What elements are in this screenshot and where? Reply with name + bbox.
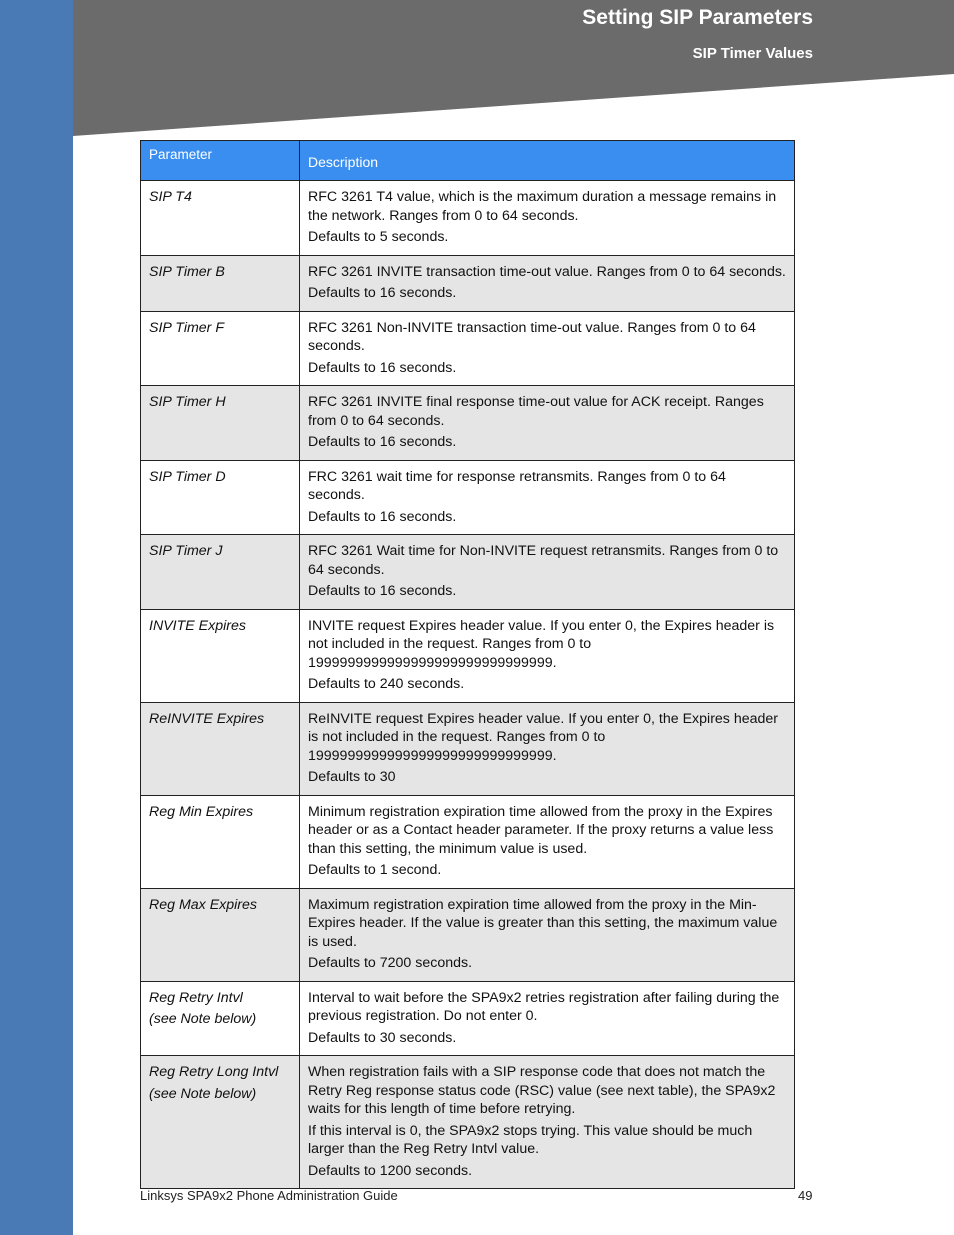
parameter-cell [141,460,300,535]
parameter-cell [141,702,300,795]
description-paragraph: RFC 3261 INVITE final response time-out value for ACK receipt. Ranges from 0 to 64 seconds. [308,394,764,429]
parameter-name: SIP Timer J [149,543,223,559]
parameter-cell [141,609,300,702]
footer-guide-title: Linksys SPA9x2 Phone Administration Guide [140,1188,398,1203]
parameter-cell [141,311,300,386]
column-header-description: Description [300,141,795,181]
parameter-name: Reg Max Expires [149,896,258,913]
header-band [73,0,954,140]
description-cell [300,609,795,702]
description-paragraph: Defaults to 16 seconds. [308,285,457,301]
description-paragraph: Interval to wait before the SPA9x2 retries registration after failing during the previous registration. Do not enter 0. [308,989,780,1024]
parameter-cell [141,181,300,256]
description-cell [300,535,795,610]
description-paragraph: RFC 3261 INVITE transaction time-out value. Ranges from 0 to 64 seconds. [308,263,786,280]
description-paragraph: When registration fails with a SIP response code that does not match the Retry Reg response status code (RSC) value (see next table), the SPA9x2 waits for this length of time before retrying. [308,1064,776,1117]
parameter-name: SIP Timer H [149,394,226,410]
parameter-cell [141,386,300,461]
parameter-cell [141,888,300,981]
description-paragraph: RFC 3261 Wait time for Non-INVITE request retransmits. Ranges from 0 to 64 seconds. [308,543,779,578]
table-header-row [141,141,795,181]
table-body [141,181,795,1189]
table-row [141,311,795,386]
description-paragraph: Defaults to 30 seconds. [308,1029,457,1046]
column-header-parameter: Parameter [141,141,300,181]
description-paragraph: Defaults to 16 seconds. [308,508,457,525]
table-row [141,181,795,256]
description-paragraph: ReINVITE request Expires header value. If you enter 0, the Expires header is not included in the request. Ranges from 0 to 1999999999999999999999999999999. [308,710,779,764]
description-paragraph: Defaults to 16 seconds. [308,583,457,599]
table-row [141,888,795,981]
parameter-name: ReINVITE Expires [149,710,265,727]
table-row [141,609,795,702]
section-subtitle: SIP Timer Values [692,45,813,62]
description-paragraph: RFC 3261 Non-INVITE transaction time-out value. Ranges from 0 to 64 seconds. [308,319,756,354]
description-paragraph: Defaults to 1200 seconds. [308,1162,473,1179]
table-row [141,702,795,795]
page-title: Setting SIP Parameters [582,6,813,29]
table-row [141,386,795,461]
table-row [141,795,795,888]
description-cell [300,255,795,311]
description-cell [300,1056,795,1189]
description-paragraph: RFC 3261 T4 value, which is the maximum duration a message remains in the network. Ranges from 0 to 64 seconds. [308,189,777,224]
parameter-name: INVITE Expires [149,617,246,634]
description-paragraph: Defaults to 1 second. [308,862,442,878]
description-paragraph: Maximum registration expiration time allowed from the proxy in the Min-Expires header. If the value is greater than this setting, the maximum value is used. [308,896,778,950]
parameters-table [140,140,795,1189]
table-row [141,535,795,610]
description-paragraph: Defaults to 7200 seconds. [308,955,473,971]
parameter-name: Reg Min Expires [149,803,254,820]
description-paragraph: INVITE request Expires header value. If you enter 0, the Expires header is not included in the request. Ranges from 0 to 1999999999999999999999999999999. [308,617,775,671]
description-paragraph: Defaults to 240 seconds. [308,676,465,692]
sidebar-band [0,0,73,1235]
parameter-cell [141,795,300,888]
table-row [141,255,795,311]
page-number: 49 [798,1188,813,1203]
description-cell [300,795,795,888]
table-row [141,460,795,535]
description-paragraph: If this interval is 0, the SPA9x2 stops trying. This value should be much larger than the Reg Retry Intvl value. [308,1122,753,1157]
description-cell [300,702,795,795]
parameter-name: Reg Retry Intvl [149,989,243,1006]
parameter-cell [141,535,300,610]
description-paragraph: Defaults to 5 seconds. [308,229,449,245]
description-paragraph: Defaults to 30 [308,769,396,785]
table-row [141,1056,795,1189]
description-paragraph: Defaults to 16 seconds. [308,359,457,376]
description-cell [300,460,795,535]
description-paragraph: FRC 3261 wait time for response retransmits. Ranges from 0 to 64 seconds. [308,468,726,503]
parameter-cell [141,255,300,311]
description-cell [300,888,795,981]
description-cell [300,981,795,1056]
parameter-note: (see Note below) [149,1085,257,1102]
parameter-name: SIP Timer D [149,468,226,485]
table-row [141,981,795,1056]
parameter-name: SIP Timer F [149,319,225,336]
description-cell [300,181,795,256]
parameter-cell [141,981,300,1056]
description-cell [300,386,795,461]
description-cell [300,311,795,386]
parameter-name: SIP Timer B [149,263,225,280]
parameter-note: (see Note below) [149,1011,257,1027]
description-paragraph: Minimum registration expiration time allowed from the proxy in the Expires header or as a Contact header parameter. If the proxy returns a value less than this setting, the minimum value is used. [308,803,774,857]
parameter-name: Reg Retry Long Intvl [149,1064,279,1080]
parameter-name: SIP T4 [149,189,192,205]
parameter-cell [141,1056,300,1189]
description-paragraph: Defaults to 16 seconds. [308,434,457,450]
